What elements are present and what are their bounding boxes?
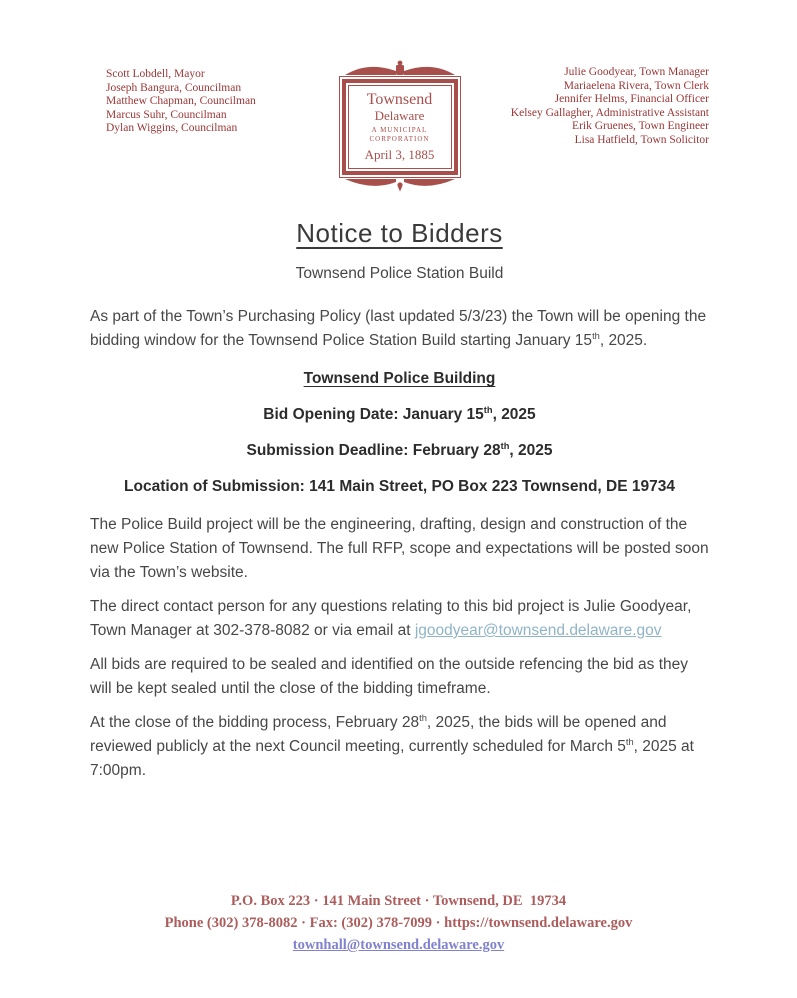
page-title: Notice to Bidders (296, 218, 503, 248)
seal-frame-band (342, 79, 458, 175)
paragraph-bid-close (90, 711, 709, 783)
heading-text: , 2025 (509, 442, 553, 459)
submission-deadline-heading (90, 441, 709, 461)
official-name: Erik Gruenes, Town Engineer (572, 120, 709, 132)
paragraph-text: , 2025 at 7:00pm. (90, 738, 694, 779)
paragraph-text: As part of the Town’s Purchasing Policy (last updated 5/3/23) the Town will be opening the bidding window for the Townsend Police Station Build starting January 15 (90, 308, 707, 349)
footer-address-line: P.O. Box 223 · 141 Main Street · Townsend, DE 19734 (230, 893, 567, 909)
official-name: Julie Goodyear, Town Manager (564, 66, 709, 78)
seal-text (348, 85, 452, 169)
official-name: Dylan Wiggins, Councilman (106, 122, 238, 134)
ordinal-suffix: th (483, 404, 493, 415)
paragraph-sealed-bids: All bids are required to be sealed and identified on the outside refencing the bid as they will be kept sealed until the close of the bidding timeframe. (90, 656, 689, 697)
seal-top-ornament-icon (342, 60, 458, 76)
paragraph-text: At the close of the bidding process, February 28 (90, 714, 420, 731)
paragraph-text: , 2025, the bids will be opened and reviewed publicly at the next Council meeting, currently scheduled for March 5 (90, 714, 667, 755)
officials-right-list (471, 66, 710, 147)
official-name: Mariaelena Rivera, Town Clerk (563, 79, 709, 92)
footer-phone-line: Phone (302) 378-8082 · Fax: (302) 378-7099 · https://townsend.delaware.gov (164, 915, 633, 931)
seal-town-name: Townsend (366, 91, 433, 108)
bid-opening-date-heading (90, 405, 709, 425)
page-subtitle: Townsend Police Station Build (295, 265, 504, 282)
officials-left-list (90, 68, 329, 136)
contact-email-link[interactable]: jgoodyear@townsend.delaware.gov (414, 622, 662, 639)
seal-incorporation-date: April 3, 1885 (364, 147, 435, 162)
footer-email-line (0, 934, 797, 956)
heading-text: , 2025 (492, 406, 536, 423)
document-body (0, 218, 797, 783)
official-name: Joseph Bangura, Councilman (106, 81, 242, 94)
paragraph-intro (90, 305, 709, 353)
ordinal-suffix: th (419, 712, 427, 723)
ordinal-suffix: th (625, 736, 634, 747)
ordinal-suffix: th (592, 330, 600, 341)
seal-bottom-ornament-icon (342, 178, 458, 192)
seal-corp-line: A MUNICIPAL (371, 126, 428, 134)
paragraph-text: , 2025. (599, 332, 648, 349)
official-name: Kelsey Gallagher, Administrative Assistant (510, 106, 709, 119)
footer-email-link[interactable]: townhall@townsend.delaware.gov (292, 937, 505, 953)
official-name: Jennifer Helms, Financial Officer (554, 93, 709, 105)
seal-frame (339, 76, 461, 178)
footer (0, 890, 797, 956)
official-name: Lisa Hatfield, Town Solicitor (574, 133, 709, 146)
heading-text: Submission Deadline: February 28 (246, 442, 501, 459)
letterhead (0, 0, 797, 192)
official-name: Scott Lobdell, Mayor (106, 68, 205, 80)
seal-state-name: Delaware (374, 108, 425, 123)
paragraph-project-description: The Police Build project will be the engineering, drafting, design and construction of the new Police Station of Townsend. The full RFP, scope and expectations will be posted soon via the Town’s website. (90, 516, 709, 581)
official-name: Matthew Chapman, Councilman (106, 95, 256, 107)
ordinal-suffix: th (500, 440, 510, 451)
heading-text: Bid Opening Date: January 15 (263, 406, 484, 423)
official-name: Marcus Suhr, Councilman (106, 108, 227, 121)
section-heading-police-building: Townsend Police Building (303, 370, 496, 387)
seal-corp-line: CORPORATION (369, 135, 430, 143)
town-seal (339, 60, 461, 192)
paragraph-contact-info (90, 595, 709, 643)
submission-location-heading: Location of Submission: 141 Main Street, PO Box 223 Townsend, DE 19734 (124, 478, 675, 495)
paragraph-text: The direct contact person for any questions relating to this bid project is Julie Goodyear, Town Manager at 302-378-8082 or via email at (90, 598, 692, 639)
